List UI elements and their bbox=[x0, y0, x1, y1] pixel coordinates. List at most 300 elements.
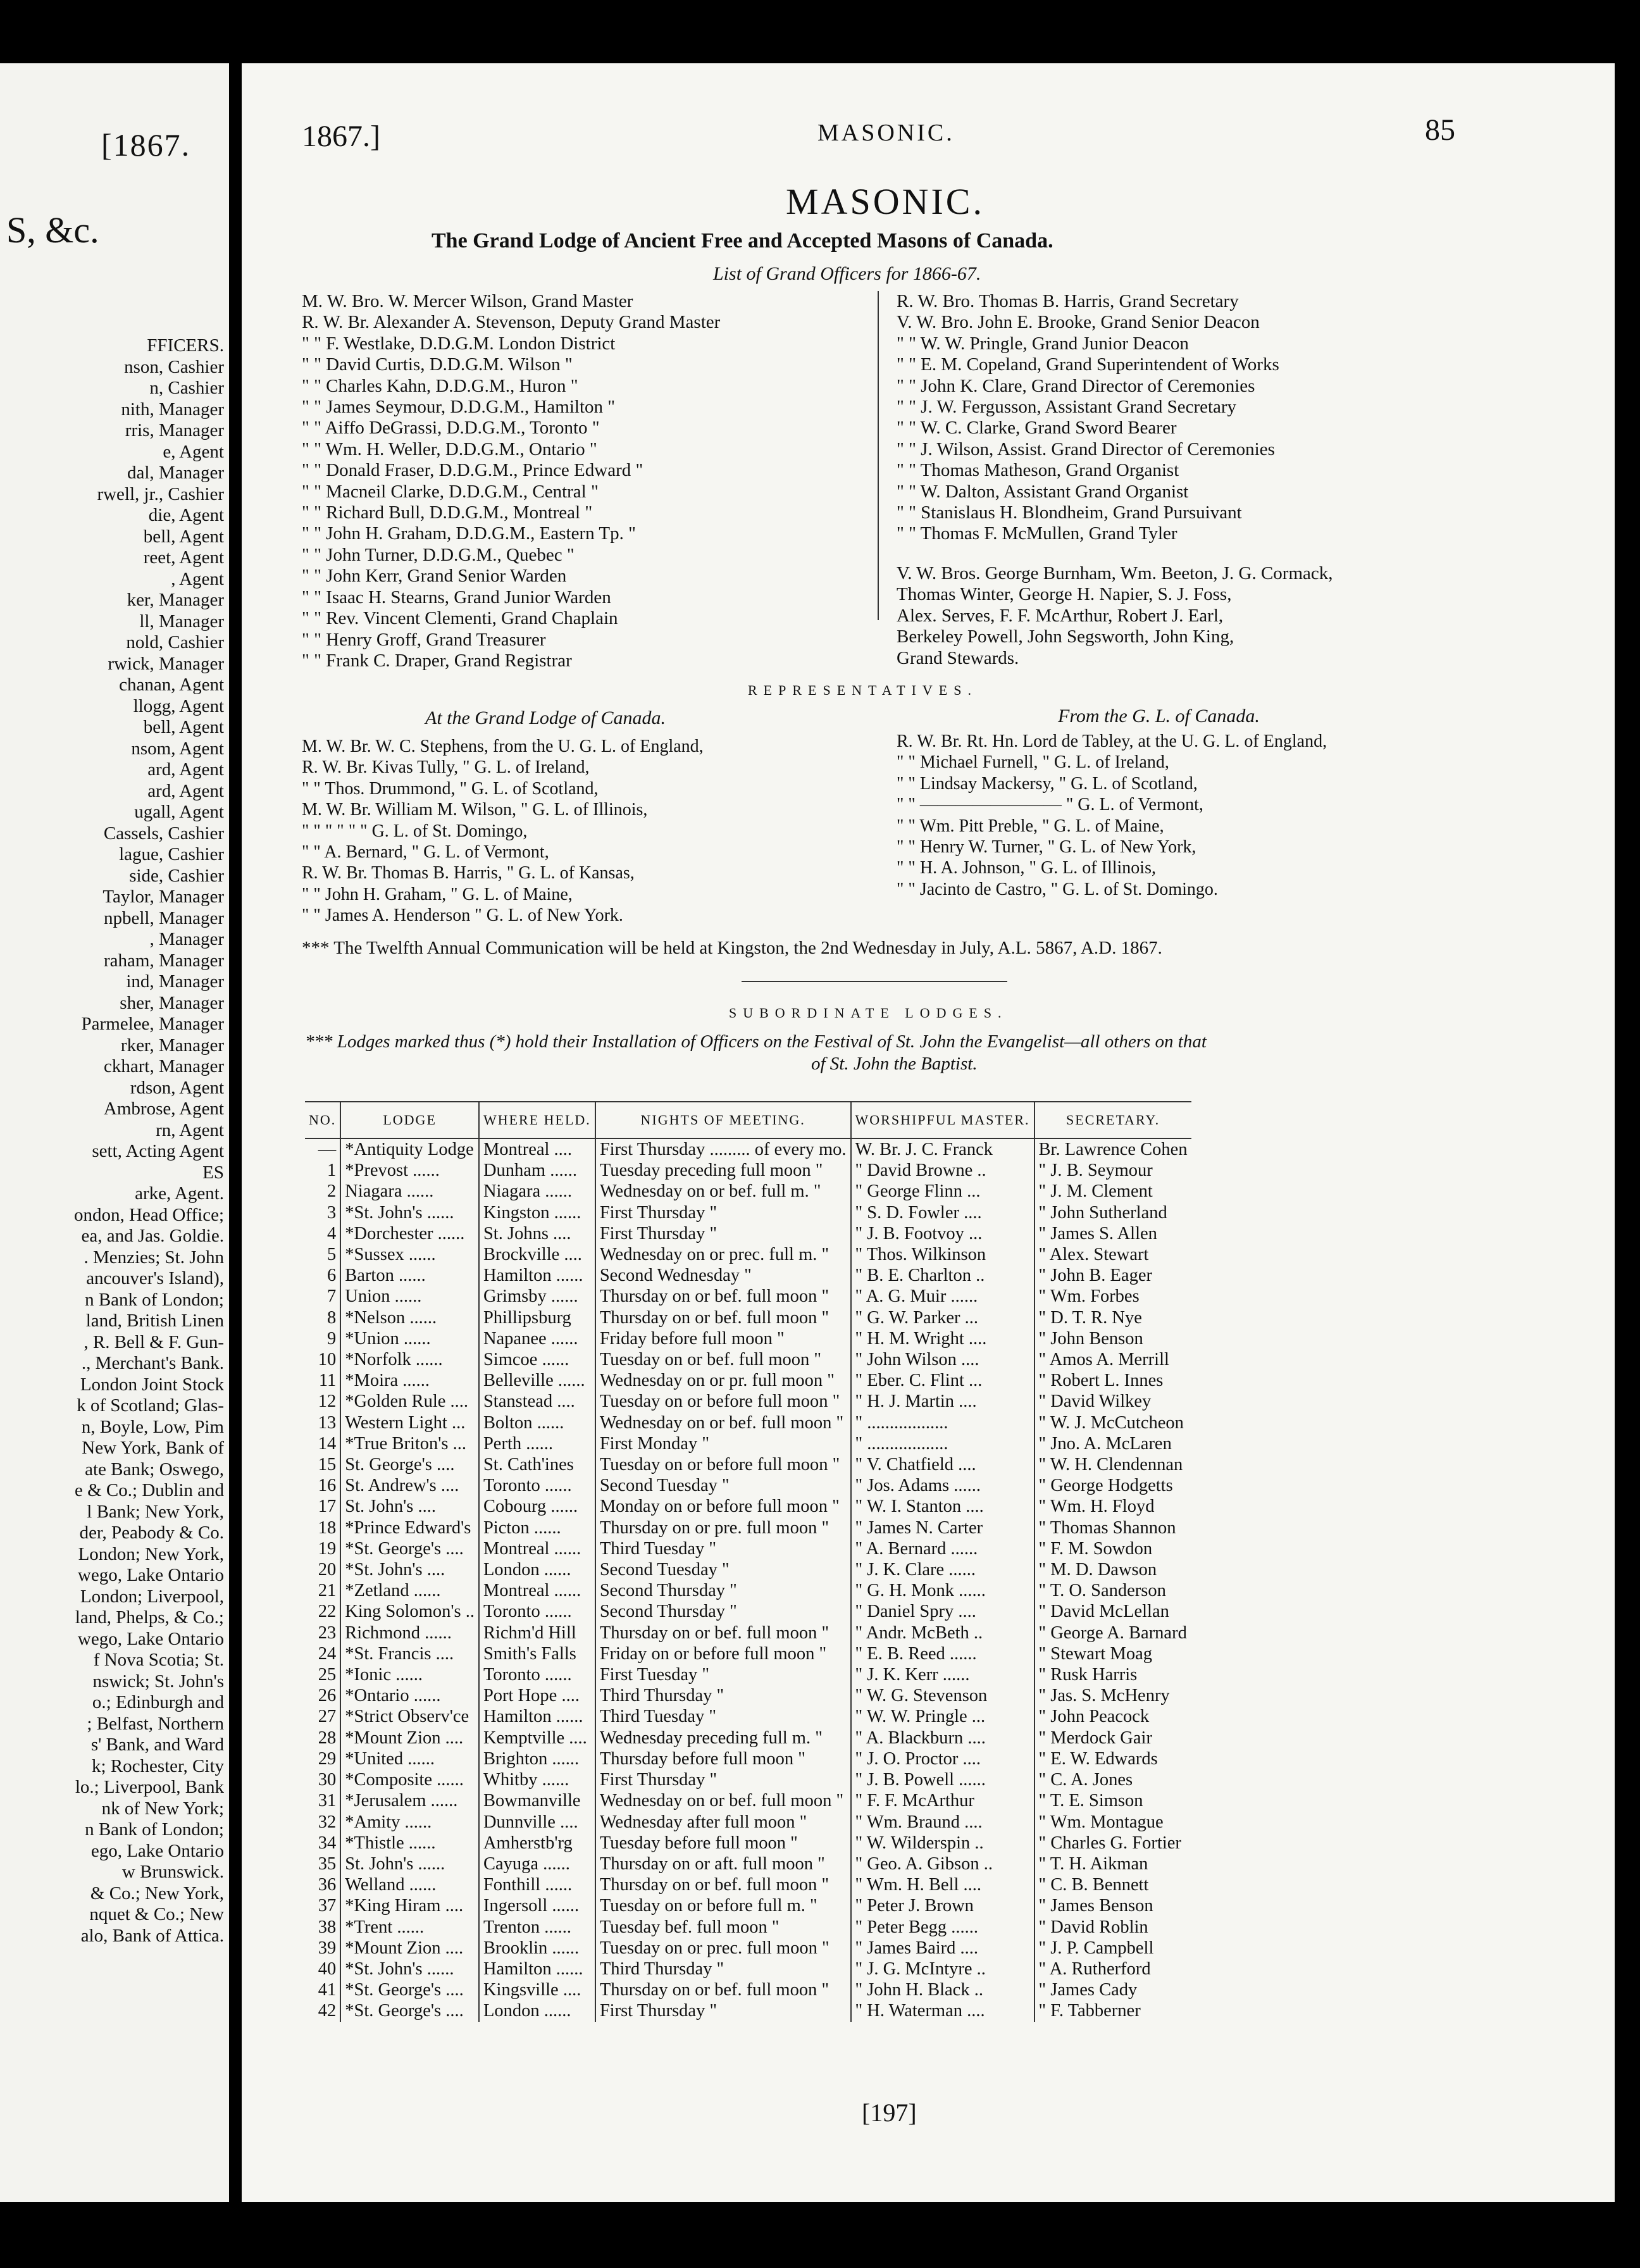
lodge-location: London ...... bbox=[479, 2000, 595, 2021]
lodge-name: Welland ...... bbox=[340, 1874, 479, 1895]
lodge-name: *King Hiram .... bbox=[340, 1895, 479, 1916]
left-text-line: raham, Manager bbox=[103, 950, 224, 971]
table-row bbox=[305, 1728, 1191, 1748]
representative-entry: R. W. Br. Rt. Hn. Lord de Tabley, at the U. G. L. of England, bbox=[897, 732, 1327, 751]
left-text-line: ES bbox=[202, 1162, 224, 1183]
left-text-line: , Manager bbox=[149, 929, 224, 949]
lodge-number: 1 bbox=[327, 1161, 337, 1181]
worshipful-master: " W. G. Stevenson bbox=[851, 1685, 1034, 1706]
officers-left-list bbox=[302, 291, 720, 671]
representative-entry: R. W. Br. Kivas Tully, " G. L. of Ireland, bbox=[302, 757, 590, 778]
lodge-meeting-nights: Tuesday preceding full moon " bbox=[595, 1160, 851, 1181]
officer-entry: " " John H. Graham, D.D.G.M., Eastern Tp. " bbox=[302, 523, 636, 544]
lodge-location: Fonthill ...... bbox=[479, 1874, 595, 1895]
worshipful-master: " Eber. C. Flint ... bbox=[851, 1370, 1034, 1391]
left-text-line: der, Peabody & Co. bbox=[79, 1523, 224, 1543]
lodge-meeting-nights: Thursday on or bef. full moon " bbox=[595, 1623, 851, 1643]
lodge-name: *Nelson ...... bbox=[340, 1307, 479, 1328]
lodge-location: Toronto ...... bbox=[479, 1475, 595, 1496]
lodge-location: Ingersoll ...... bbox=[479, 1895, 595, 1916]
worshipful-master: " J. K. Kerr ...... bbox=[851, 1664, 1034, 1685]
officer-entry: R. W. Bro. Thomas B. Harris, Grand Secretary bbox=[897, 291, 1239, 311]
left-text-line: ind, Manager bbox=[126, 971, 224, 992]
left-text-line: ard, Agent bbox=[147, 780, 224, 801]
table-row bbox=[305, 1559, 1191, 1580]
left-text-line: bell, Agent bbox=[143, 526, 224, 547]
table-row bbox=[305, 1370, 1191, 1391]
worshipful-master: " B. E. Charlton .. bbox=[851, 1265, 1034, 1286]
representative-entry: " " H. A. Johnson, " G. L. of Illinois, bbox=[897, 858, 1156, 878]
lodge-name: *Union ...... bbox=[340, 1328, 479, 1349]
lodge-meeting-nights: Tuesday before full moon " bbox=[595, 1833, 851, 1854]
col-secretary-header: SECRETARY. bbox=[1034, 1102, 1191, 1138]
lodge-number: 10 bbox=[318, 1350, 337, 1370]
lodge-name: Western Light ... bbox=[340, 1412, 479, 1433]
left-text-line: . Menzies; St. John bbox=[84, 1247, 224, 1268]
lodge-location: Dunham ...... bbox=[479, 1160, 595, 1181]
lodge-meeting-nights: Second Thursday " bbox=[595, 1601, 851, 1622]
left-text-line: n, Cashier bbox=[149, 378, 224, 398]
lodge-meeting-nights: Second Thursday " bbox=[595, 1580, 851, 1601]
table-row bbox=[305, 1790, 1191, 1811]
officer-entry: " " J. W. Fergusson, Assistant Grand Secretary bbox=[897, 397, 1237, 418]
worshipful-master: " Jos. Adams ...... bbox=[851, 1475, 1034, 1496]
officer-entry: " " W. Dalton, Assistant Grand Organist bbox=[897, 481, 1189, 502]
lodge-location: Hamilton ...... bbox=[479, 1959, 595, 1979]
lodge-number: 5 bbox=[327, 1245, 337, 1265]
lodge-location: Trenton ...... bbox=[479, 1917, 595, 1938]
table-row bbox=[305, 1748, 1191, 1769]
lodge-number: 32 bbox=[318, 1812, 337, 1832]
footer-number: [197] bbox=[862, 2098, 917, 2127]
left-text-line: , Agent bbox=[171, 568, 224, 589]
lodge-location: Port Hope .... bbox=[479, 1685, 595, 1706]
worshipful-master: " Peter J. Brown bbox=[851, 1895, 1034, 1916]
lodge-meeting-nights: First Tuesday " bbox=[595, 1664, 851, 1685]
lodge-location: Picton ...... bbox=[479, 1517, 595, 1538]
left-text-line: ll, Manager bbox=[139, 611, 224, 632]
running-head-year: 1867.] bbox=[302, 120, 380, 153]
table-row bbox=[305, 1160, 1191, 1181]
representatives-heading: REPRESENTATIVES. bbox=[748, 682, 978, 698]
lodge-location: London ...... bbox=[479, 1559, 595, 1580]
lodge-number: 22 bbox=[318, 1602, 337, 1622]
table-row bbox=[305, 1181, 1191, 1202]
steward-line: V. W. Bros. George Burnham, Wm. Beeton, J. G. Cormack, bbox=[897, 563, 1333, 583]
page-number: 85 bbox=[1425, 113, 1455, 147]
officer-entry: " " W. C. Clarke, Grand Sword Bearer bbox=[897, 418, 1177, 439]
officer-entry: " " W. W. Pringle, Grand Junior Deacon bbox=[897, 333, 1189, 354]
lodge-meeting-nights: Wednesday on or prec. full m. " bbox=[595, 1244, 851, 1265]
lodge-location: Toronto ...... bbox=[479, 1601, 595, 1622]
secretary: Br. Lawrence Cohen bbox=[1034, 1138, 1191, 1160]
officer-entry: " " J. Wilson, Assist. Grand Director of Ceremonies bbox=[897, 439, 1275, 459]
left-text-line: llogg, Agent bbox=[133, 695, 224, 716]
left-text-line: sett, Acting Agent bbox=[92, 1141, 224, 1161]
lodge-location: Brooklin ...... bbox=[479, 1938, 595, 1959]
left-text-line: lague, Cashier bbox=[119, 844, 224, 864]
worshipful-master: " J. O. Proctor .... bbox=[851, 1748, 1034, 1769]
representative-entry: " " Lindsay Mackersy, " G. L. of Scotland, bbox=[897, 773, 1198, 794]
lodge-location: Kingston ...... bbox=[479, 1202, 595, 1223]
officer-entry: " " Frank C. Draper, Grand Registrar bbox=[302, 650, 572, 671]
left-text-line: , R. Bell & F. Gun- bbox=[84, 1331, 224, 1352]
lodge-meeting-nights: Wednesday on or pr. full moon " bbox=[595, 1370, 851, 1391]
lodge-number: 13 bbox=[318, 1412, 337, 1433]
representative-entry: " " Jacinto de Castro, " G. L. of St. Domingo. bbox=[897, 879, 1218, 899]
lodge-number: 21 bbox=[318, 1581, 337, 1601]
left-text-line: ea, and Jas. Goldie. bbox=[81, 1226, 224, 1246]
left-text-line: nson, Cashier bbox=[124, 356, 224, 377]
lodge-number: 4 bbox=[327, 1223, 337, 1243]
left-text-line: ard, Agent bbox=[147, 759, 224, 780]
table-row bbox=[305, 1643, 1191, 1664]
col-where-header: WHERE HELD. bbox=[479, 1102, 595, 1138]
lodge-name: *Composite ...... bbox=[340, 1769, 479, 1790]
secretary: " D. T. R. Nye bbox=[1034, 1307, 1191, 1328]
lodge-meeting-nights: Wednesday preceding full m. " bbox=[595, 1728, 851, 1748]
worshipful-master: " J. G. McIntyre .. bbox=[851, 1959, 1034, 1979]
officer-entry: R. W. Br. Alexander A. Stevenson, Deputy Grand Master bbox=[302, 312, 721, 333]
secretary: " W. J. McCutcheon bbox=[1034, 1412, 1191, 1433]
secretary: " C. B. Bennett bbox=[1034, 1874, 1191, 1895]
lodge-meeting-nights: Third Tuesday " bbox=[595, 1538, 851, 1559]
lodge-name: St. Andrew's .... bbox=[340, 1475, 479, 1496]
lodge-name: St. John's .... bbox=[340, 1496, 479, 1517]
secretary: " James Cady bbox=[1034, 1979, 1191, 2000]
steward-line: Thomas Winter, George H. Napier, S. J. Foss, bbox=[897, 584, 1232, 605]
table-row bbox=[305, 1328, 1191, 1349]
lodge-name: *Prince Edward's bbox=[340, 1517, 479, 1538]
secretary: " J. B. Seymour bbox=[1034, 1160, 1191, 1181]
left-text-line: npbell, Manager bbox=[103, 907, 224, 928]
table-header-row bbox=[305, 1102, 1191, 1138]
left-text-line: rwell, jr., Cashier bbox=[97, 483, 224, 504]
lodge-location: Grimsby ...... bbox=[479, 1286, 595, 1307]
secretary: " Alex. Stewart bbox=[1034, 1244, 1191, 1265]
left-text-line: arke, Agent. bbox=[135, 1183, 224, 1204]
secretary: " Merdock Gair bbox=[1034, 1728, 1191, 1748]
left-text-line: ; Belfast, Northern bbox=[87, 1713, 224, 1734]
left-text-line: die, Agent bbox=[148, 505, 224, 525]
officer-entry: " " Thomas Matheson, Grand Organist bbox=[897, 460, 1179, 481]
worshipful-master: " H. Waterman .... bbox=[851, 2000, 1034, 2021]
left-text-line: Taylor, Manager bbox=[102, 887, 224, 907]
left-text-line: ate Bank; Oswego, bbox=[85, 1459, 224, 1480]
lodge-meeting-nights: Tuesday on or before full moon " bbox=[595, 1454, 851, 1475]
left-text-line: nswick; St. John's bbox=[92, 1671, 224, 1692]
table-row bbox=[305, 1854, 1191, 1874]
table-row bbox=[305, 1286, 1191, 1307]
lodge-number: 23 bbox=[318, 1623, 337, 1643]
worshipful-master: " George Flinn ... bbox=[851, 1181, 1034, 1202]
lodge-name: *Mount Zion .... bbox=[340, 1938, 479, 1959]
lodge-meeting-nights: Wednesday on or bef. full moon " bbox=[595, 1412, 851, 1433]
table-row bbox=[305, 1244, 1191, 1265]
lodge-name: *Jerusalem ...... bbox=[340, 1790, 479, 1811]
table-row bbox=[305, 1601, 1191, 1622]
left-text-line: e, Agent bbox=[163, 441, 224, 462]
lodge-meeting-nights: Thursday on or bef. full moon " bbox=[595, 1286, 851, 1307]
left-text-line: e & Co.; Dublin and bbox=[74, 1480, 224, 1500]
left-text-line: Cassels, Cashier bbox=[103, 823, 224, 844]
left-text-line: w Brunswick. bbox=[121, 1862, 224, 1882]
table-row bbox=[305, 1874, 1191, 1895]
lodge-meeting-nights: Tuesday bef. full moon " bbox=[595, 1917, 851, 1938]
lodge-location: Cobourg ...... bbox=[479, 1496, 595, 1517]
lodge-meeting-nights: Tuesday on or prec. full moon " bbox=[595, 1938, 851, 1959]
secretary: " James Benson bbox=[1034, 1895, 1191, 1916]
lodge-number: 27 bbox=[318, 1707, 337, 1727]
officer-entry: " " F. Westlake, D.D.G.M. London District bbox=[302, 333, 616, 354]
left-text-line: nith, Manager bbox=[121, 399, 224, 420]
secretary: " George Hodgetts bbox=[1034, 1475, 1191, 1496]
lodge-number: 42 bbox=[318, 2001, 337, 2021]
grand-stewards bbox=[897, 563, 1333, 669]
lodge-number: — bbox=[318, 1140, 337, 1159]
left-text-line: chanan, Agent bbox=[119, 675, 224, 695]
lodge-meeting-nights: Friday on or before full moon " bbox=[595, 1643, 851, 1664]
lodge-location: Simcoe ...... bbox=[479, 1349, 595, 1370]
worshipful-master: " Wm. H. Bell .... bbox=[851, 1874, 1034, 1895]
officer-entry: " " E. M. Copeland, Grand Superintendent of Works bbox=[897, 354, 1279, 375]
left-title-fragment: S, &c. bbox=[6, 209, 99, 251]
lodge-number: 38 bbox=[318, 1917, 337, 1937]
lodge-name: *Golden Rule .... bbox=[340, 1391, 479, 1412]
worshipful-master: " David Browne .. bbox=[851, 1160, 1034, 1181]
lodge-meeting-nights: Wednesday on or bef. full moon " bbox=[595, 1790, 851, 1811]
lodge-number: 2 bbox=[327, 1181, 337, 1202]
lodge-name: *St. John's ...... bbox=[340, 1959, 479, 1979]
secretary: " E. W. Edwards bbox=[1034, 1748, 1191, 1769]
left-text-line: nold, Cashier bbox=[126, 632, 224, 652]
left-text-line: ckhart, Manager bbox=[103, 1056, 224, 1076]
representative-entry: " " A. Bernard, " G. L. of Vermont, bbox=[302, 842, 549, 863]
col-master-header: WORSHIPFUL MASTER. bbox=[851, 1102, 1034, 1138]
secretary: " Thomas Shannon bbox=[1034, 1517, 1191, 1538]
lodge-location: Brockville .... bbox=[479, 1244, 595, 1265]
table-row bbox=[305, 1895, 1191, 1916]
lodge-number: 29 bbox=[318, 1748, 337, 1769]
col-no-header: NO. bbox=[305, 1102, 340, 1138]
lodge-number: 7 bbox=[327, 1287, 337, 1307]
running-head-title: MASONIC. bbox=[817, 120, 955, 146]
secretary: " David Wilkey bbox=[1034, 1391, 1191, 1412]
secretary: " T. H. Aikman bbox=[1034, 1854, 1191, 1874]
left-text-line: dal, Manager bbox=[127, 463, 224, 483]
lodge-name: *Amity ...... bbox=[340, 1812, 479, 1833]
left-text-line: sher, Manager bbox=[120, 992, 224, 1013]
worshipful-master: " .................. bbox=[851, 1433, 1034, 1454]
left-text-line: rn, Agent bbox=[156, 1119, 224, 1140]
lodge-name: *Antiquity Lodge bbox=[340, 1138, 479, 1160]
lodge-name: *Sussex ...... bbox=[340, 1244, 479, 1265]
lodge-meeting-nights: Thursday before full moon " bbox=[595, 1748, 851, 1769]
lodge-location: Kemptville .... bbox=[479, 1728, 595, 1748]
secretary: " Robert L. Innes bbox=[1034, 1370, 1191, 1391]
secretary: " James S. Allen bbox=[1034, 1223, 1191, 1244]
secretary: " C. A. Jones bbox=[1034, 1769, 1191, 1790]
representative-entry: " " James A. Henderson " G. L. of New York. bbox=[302, 906, 623, 926]
table-row bbox=[305, 1769, 1191, 1790]
secretary: " T. E. Simson bbox=[1034, 1790, 1191, 1811]
lodge-number: 35 bbox=[318, 1854, 337, 1874]
left-text-line: f Nova Scotia; St. bbox=[93, 1650, 224, 1670]
secretary: " Wm. H. Floyd bbox=[1034, 1496, 1191, 1517]
officer-entry: " " Aiffo DeGrassi, D.D.G.M., Toronto " bbox=[302, 418, 600, 439]
secretary: " T. O. Sanderson bbox=[1034, 1580, 1191, 1601]
officer-entry: " " Macneil Clarke, D.D.G.M., Central " bbox=[302, 481, 599, 502]
worshipful-master: " H. M. Wright .... bbox=[851, 1328, 1034, 1349]
worshipful-master: " J. B. Footvoy ... bbox=[851, 1223, 1034, 1244]
lodge-number: 39 bbox=[318, 1938, 337, 1958]
worshipful-master: " John Wilson .... bbox=[851, 1349, 1034, 1370]
worshipful-master: " .................. bbox=[851, 1412, 1034, 1433]
lodge-number: 9 bbox=[327, 1328, 337, 1349]
steward-line: Berkeley Powell, John Segsworth, John King, bbox=[897, 626, 1234, 647]
lodge-location: Bowmanville bbox=[479, 1790, 595, 1811]
representative-entry: " " Thos. Drummond, " G. L. of Scotland, bbox=[302, 778, 599, 799]
secretary: " Stewart Moag bbox=[1034, 1643, 1191, 1664]
lodge-number: 37 bbox=[318, 1896, 337, 1916]
lodge-name: *St. Francis .... bbox=[340, 1643, 479, 1664]
lodge-name: Barton ...... bbox=[340, 1265, 479, 1286]
left-text-line: ancouver's Island), bbox=[86, 1268, 224, 1288]
lodge-meeting-nights: Third Thursday " bbox=[595, 1959, 851, 1979]
lodge-number: 25 bbox=[318, 1665, 337, 1685]
officer-entry: " " John K. Clare, Grand Director of Ceremonies bbox=[897, 375, 1255, 396]
table-row bbox=[305, 1412, 1191, 1433]
representative-entry: " " Michael Furnell, " G. L. of Ireland, bbox=[897, 752, 1169, 773]
secretary: " Wm. Montague bbox=[1034, 1812, 1191, 1833]
officer-entry: " " Isaac H. Stearns, Grand Junior Warden bbox=[302, 587, 611, 608]
secretary: " John Benson bbox=[1034, 1328, 1191, 1349]
worshipful-master: " Thos. Wilkinson bbox=[851, 1244, 1034, 1265]
reps-left-list bbox=[302, 736, 704, 926]
lodge-name: *Thistle ...... bbox=[340, 1833, 479, 1854]
lodge-location: Montreal ...... bbox=[479, 1580, 595, 1601]
table-row bbox=[305, 1475, 1191, 1496]
lodge-location: Toronto ...... bbox=[479, 1664, 595, 1685]
lodge-name: *Norfolk ...... bbox=[340, 1349, 479, 1370]
left-text-line: wego, Lake Ontario bbox=[77, 1628, 224, 1649]
table-row bbox=[305, 1138, 1191, 1160]
lodge-location: Smith's Falls bbox=[479, 1643, 595, 1664]
table-row bbox=[305, 1433, 1191, 1454]
left-text-line: ego, Lake Ontario bbox=[90, 1840, 224, 1861]
table-row bbox=[305, 1979, 1191, 2000]
lodge-meeting-nights: Thursday on or aft. full moon " bbox=[595, 1854, 851, 1874]
left-text-line: land, British Linen bbox=[85, 1311, 224, 1331]
table-row bbox=[305, 1685, 1191, 1706]
lodge-location: Cayuga ...... bbox=[479, 1854, 595, 1874]
worshipful-master: " Daniel Spry .... bbox=[851, 1601, 1034, 1622]
lodge-number: 6 bbox=[327, 1266, 337, 1286]
lodge-location: Phillipsburg bbox=[479, 1307, 595, 1328]
left-text-line: & Co.; New York, bbox=[90, 1883, 224, 1904]
left-text-line: ondon, Head Office; bbox=[73, 1204, 224, 1225]
table-row bbox=[305, 1580, 1191, 1601]
lodge-name: *St. George's .... bbox=[340, 1979, 479, 2000]
worshipful-master: " Wm. Braund .... bbox=[851, 1812, 1034, 1833]
lodge-number: 41 bbox=[318, 1980, 337, 2000]
lodge-name: *True Briton's ... bbox=[340, 1433, 479, 1454]
lodge-name: Richmond ...... bbox=[340, 1623, 479, 1643]
lodge-name: *Zetland ...... bbox=[340, 1580, 479, 1601]
reps-right-heading: From the G. L. of Canada. bbox=[1058, 706, 1260, 726]
worshipful-master: " W. I. Stanton .... bbox=[851, 1496, 1034, 1517]
worshipful-master: " J. B. Powell ...... bbox=[851, 1769, 1034, 1790]
secretary: " F. Tabberner bbox=[1034, 2000, 1191, 2021]
worshipful-master: " H. J. Martin .... bbox=[851, 1391, 1034, 1412]
officer-entry: " " James Seymour, D.D.G.M., Hamilton " bbox=[302, 397, 616, 418]
secretary: " J. P. Campbell bbox=[1034, 1938, 1191, 1959]
lodge-name: *Mount Zion .... bbox=[340, 1728, 479, 1748]
left-text-line: bell, Agent bbox=[143, 717, 224, 737]
section-rule bbox=[742, 981, 1007, 982]
table-row bbox=[305, 1307, 1191, 1328]
officer-entry: " " John Turner, D.D.G.M., Quebec " bbox=[302, 544, 575, 565]
left-text-line: Ambrose, Agent bbox=[103, 1099, 224, 1119]
left-text-line: alo, Bank of Attica. bbox=[80, 1925, 224, 1946]
lodge-meeting-nights: Monday on or before full moon " bbox=[595, 1496, 851, 1517]
left-text-line: London Joint Stock bbox=[80, 1374, 224, 1395]
left-text-line: ker, Manager bbox=[127, 590, 224, 610]
lodge-location: Kingsville .... bbox=[479, 1979, 595, 2000]
page-subtitle: The Grand Lodge of Ancient Free and Accepted Masons of Canada. bbox=[432, 229, 1053, 252]
lodge-name: *Moira ...... bbox=[340, 1370, 479, 1391]
lodge-number: 31 bbox=[318, 1791, 337, 1811]
lodge-number: 15 bbox=[318, 1455, 337, 1475]
representative-entry: " " Henry W. Turner, " G. L. of New York, bbox=[897, 837, 1196, 857]
officer-entry: " " Stanislaus H. Blondheim, Grand Pursuivant bbox=[897, 502, 1242, 523]
secretary: " Jas. S. McHenry bbox=[1034, 1685, 1191, 1706]
left-text-line: reet, Agent bbox=[143, 547, 224, 568]
lodge-meeting-nights: Second Wednesday " bbox=[595, 1265, 851, 1286]
worshipful-master: " F. F. McArthur bbox=[851, 1790, 1034, 1811]
lodge-meeting-nights: Thursday on or bef. full moon " bbox=[595, 1979, 851, 2000]
table-row bbox=[305, 1454, 1191, 1475]
lodge-meeting-nights: First Monday " bbox=[595, 1433, 851, 1454]
lodge-location: Perth ...... bbox=[479, 1433, 595, 1454]
worshipful-master: " E. B. Reed ...... bbox=[851, 1643, 1034, 1664]
secretary: " John Sutherland bbox=[1034, 1202, 1191, 1223]
lodge-meeting-nights: Third Thursday " bbox=[595, 1685, 851, 1706]
table-row bbox=[305, 1202, 1191, 1223]
lodge-meeting-nights: Friday before full moon " bbox=[595, 1328, 851, 1349]
lodge-name: *Trent ...... bbox=[340, 1917, 479, 1938]
lodge-name: *St. George's .... bbox=[340, 1538, 479, 1559]
left-text-line: London; Liverpool, bbox=[80, 1586, 224, 1607]
annual-communication-note: *** The Twelfth Annual Communication will be held at Kingston, the 2nd Wednesday in July, A.L. 5867, A.D. 1867. bbox=[302, 938, 1162, 958]
secretary: " Rusk Harris bbox=[1034, 1664, 1191, 1685]
lodge-name: *Dorchester ...... bbox=[340, 1223, 479, 1244]
left-text-line: s' Bank, and Ward bbox=[90, 1735, 224, 1755]
page-title: MASONIC. bbox=[786, 181, 985, 222]
left-text-line: nsom, Agent bbox=[131, 738, 224, 759]
worshipful-master: W. Br. J. C. Franck bbox=[851, 1138, 1034, 1160]
left-text-line: London; New York, bbox=[78, 1543, 224, 1564]
lodge-meeting-nights: Thursday on or bef. full moon " bbox=[595, 1874, 851, 1895]
table-row bbox=[305, 1223, 1191, 1244]
worshipful-master: " James N. Carter bbox=[851, 1517, 1034, 1538]
officer-entry: " " Wm. H. Weller, D.D.G.M., Ontario " bbox=[302, 439, 597, 459]
worshipful-master: " Andr. McBeth .. bbox=[851, 1623, 1034, 1643]
left-text-line: wego, Lake Ontario bbox=[77, 1565, 224, 1585]
left-text-line: FFICERS. bbox=[147, 335, 224, 356]
lodge-meeting-nights: First Thursday " bbox=[595, 2000, 851, 2021]
column-divider bbox=[878, 291, 879, 620]
